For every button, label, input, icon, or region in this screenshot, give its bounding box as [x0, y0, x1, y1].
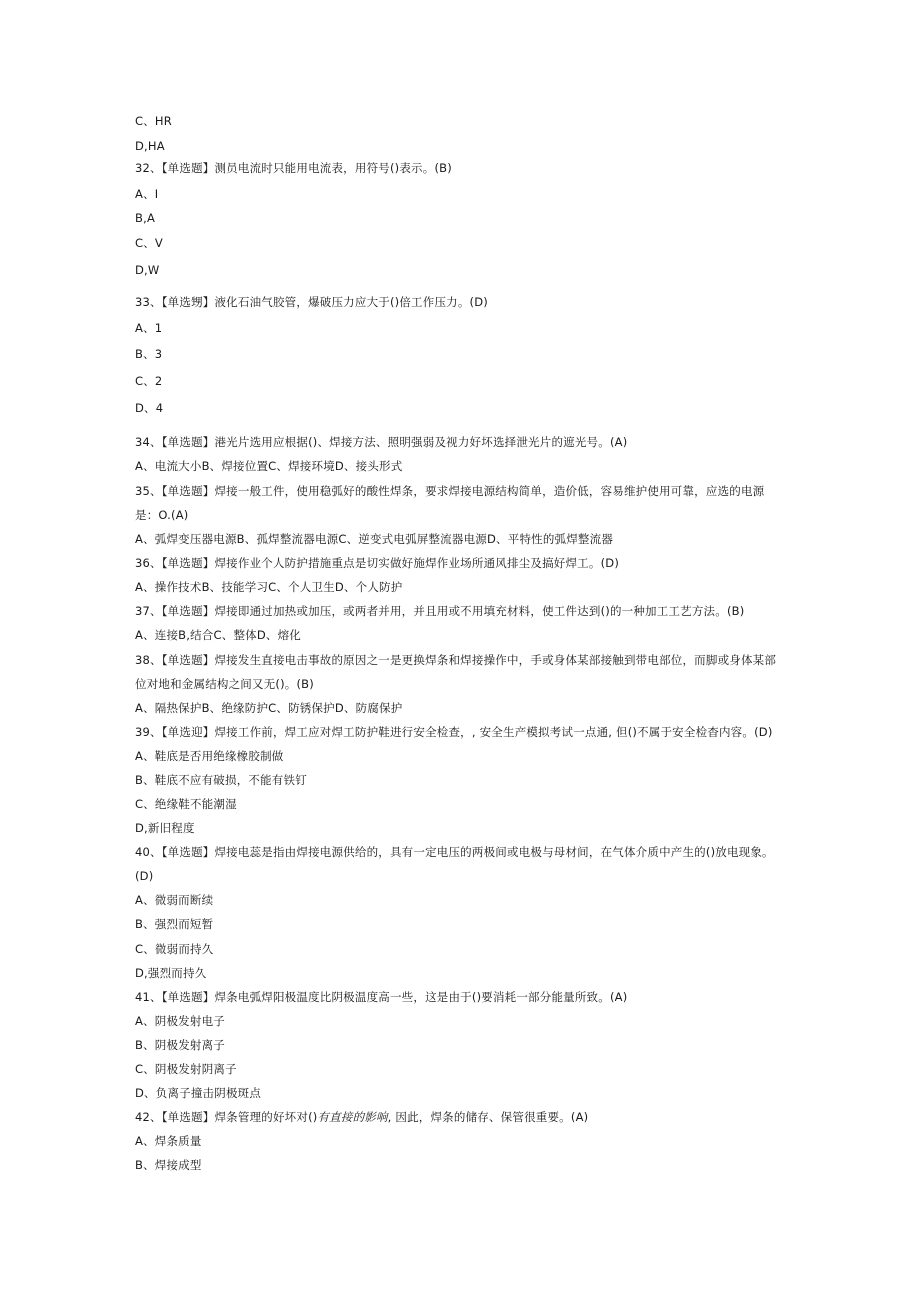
question-line: 39、【单选迎】焊接工作前，焊工应对焊工防护鞋进行安全检查，, 安全生产模拟考试一点通, 但()不属于安全检杳内容。(D) [135, 725, 773, 739]
option-line: A、连接B,结合C、整体D、熔化 [135, 628, 301, 642]
option-line: B、鞋底不应有破损，不能有铁钉 [135, 773, 307, 787]
option-line: D,HA [135, 139, 165, 153]
option-line: B,A [135, 211, 156, 225]
option-line: B、焊接成型 [135, 1158, 202, 1172]
option-line: C、HR [135, 114, 172, 128]
option-line: C、绝缘鞋不能潮湿 [135, 797, 237, 811]
question-line: 是：O.(A) [135, 508, 189, 522]
question-line: 38、【单选题】焊接发生直接电击事故的原因之一是更换焊条和焊接操作中，手或身体某部接触到带电部位，而脚或身体某部 [135, 653, 777, 667]
option-line: A、隔热保护B、绝缘防护C、防锈保护D、防腐保护 [135, 701, 403, 715]
option-line: A、鞋底是否用绝缘橡胶制做 [135, 749, 284, 763]
question-line: 37、【单选题】焊接即通过加热或加压，或两者并用，并且用或不用填充材料，使工件达到()的一种加工工艺方法。(B) [135, 604, 745, 618]
option-line: C、V [135, 236, 163, 250]
option-line: D、4 [135, 401, 164, 415]
option-line: D、负离子撞击阴极斑点 [135, 1086, 262, 1100]
option-line: A、阴极发射电子 [135, 1014, 225, 1028]
question-line: 40、【单选题】焊接电蕊是指由焊接电源供给的，具有一定电压的两极间或电极与母材间，在气体介质中产生的()放电现象。 [135, 845, 774, 859]
question-text: , 因此，焊条的储存、保管很重要。(A) [387, 1110, 589, 1124]
option-line: D,强烈而持久 [135, 966, 207, 980]
question-line: 33、【单选甥】液化石油气胶管，爆破压力应大于()倍工作压力。(D) [135, 295, 488, 309]
option-line: D,W [135, 263, 160, 277]
question-text-italic: 有直接的影响 [317, 1110, 388, 1124]
question-line: 32、【单选题】测员电流时只能用电流表，用符号()表示。(B) [135, 161, 452, 175]
option-line: A、微弱而断续 [135, 893, 214, 907]
option-line: A、I [135, 187, 159, 201]
question-line: 位对地和金属结构之间又无()。(B) [135, 677, 314, 691]
option-line: B、阴极发射离子 [135, 1038, 225, 1052]
option-line: A、1 [135, 321, 163, 335]
option-line: C、微弱而持久 [135, 942, 214, 956]
option-line: C、阴极发射阴离子 [135, 1062, 237, 1076]
question-line [135, 1110, 588, 1124]
question-line: 36、【单选题】焊接作业个人防护措施重点是切实做好施焊作业场所通风排尘及搞好焊工。(D) [135, 556, 620, 570]
question-line: 35、【单选题】焊接一般工件，使用稳弧好的酸性焊条，要求焊接电源结构简单，造价低，容易维护使用可靠，应选的电源 [135, 484, 765, 498]
option-line: A、电流大小B、焊接位置C、焊接环境D、接头形式 [135, 459, 403, 473]
question-line: 34、【单选题】港光片选用应根据()、焊接方法、照明强弱及视力好坏选择泄光片的遮光号。(A) [135, 435, 628, 449]
option-line: A、操作技术B、技能学习C、个人卫生D、个人防护 [135, 580, 403, 594]
question-line: 41、【单选题】焊条电弧焊阳极温度比阴极温度高一些，这是由于()要消耗一部分能量所致。(A) [135, 990, 628, 1004]
option-line: A、弧焊变压器电源B、孤焊整流器电源C、逆变式电弧屏整流器电源D、平特性的弧焊整流器 [135, 532, 614, 546]
option-line: B、3 [135, 347, 163, 361]
option-line: B、强烈而短暂 [135, 917, 214, 931]
question-text: 42、【单选题】焊条管理的好坏对() [135, 1110, 318, 1124]
option-line: A、焊条质量 [135, 1134, 202, 1148]
option-line: C、2 [135, 374, 163, 388]
question-line: (D) [135, 869, 154, 883]
option-line: D,新旧程度 [135, 821, 195, 835]
